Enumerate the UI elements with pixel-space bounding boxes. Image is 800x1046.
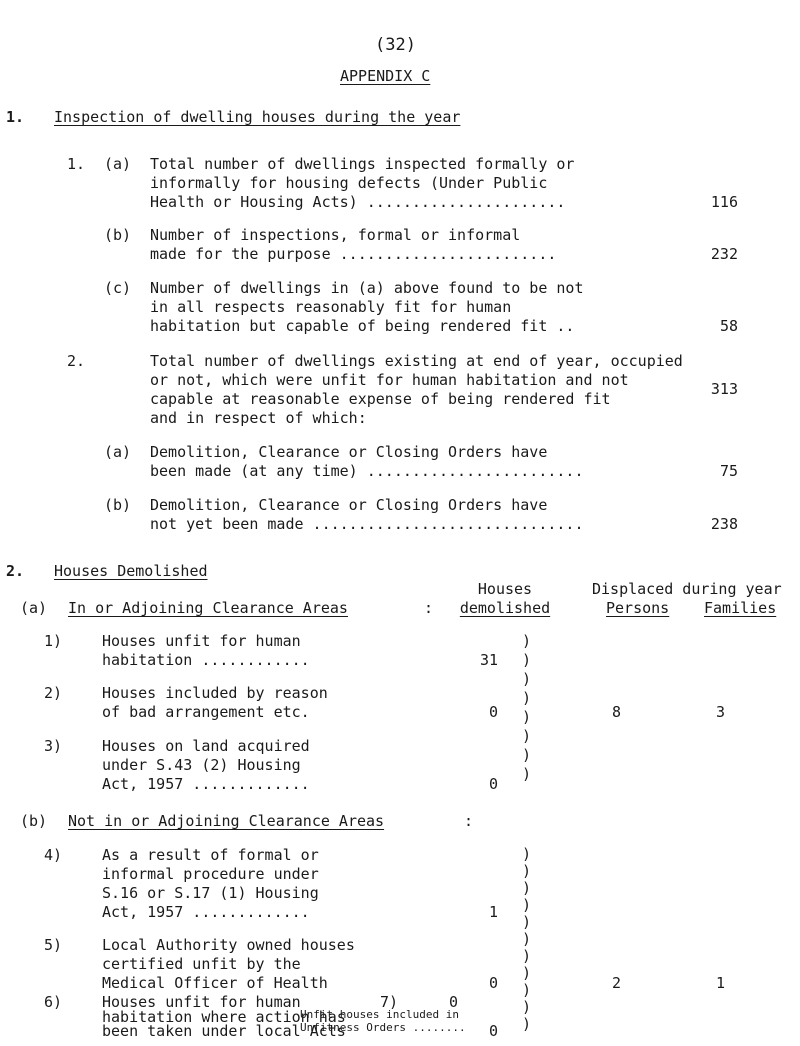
item-2a-line2: been made (at any time) ........................ [150, 462, 584, 480]
demolished-item-3-value: 0 [488, 775, 498, 793]
demolished-item-7-line2: Unfitness Orders ........ [300, 1021, 466, 1034]
demolished-item-7-value: 0 [448, 993, 458, 1011]
item-2a-value: 75 [719, 462, 738, 480]
demolished-item-7-num: 7) [380, 993, 399, 1011]
item-1-number: 1. [67, 155, 86, 173]
demolished-item-4-num: 4) [44, 846, 63, 864]
section-1-number: 1. [6, 108, 25, 126]
col-displaced: Displaced during year [592, 580, 782, 598]
item-1c-line3: habitation but capable of being rendered fit .. [150, 317, 575, 335]
section-2b-label: (b) [20, 812, 48, 830]
item-1b-line1: Number of inspections, formal or informal [150, 226, 521, 244]
item-1a-line2: informally for housing defects (Under Public [150, 174, 548, 192]
item-2b-label: (b) [104, 496, 132, 514]
demolished-item-7-line1: Unfit houses included in [300, 1008, 459, 1021]
demolished-item-2-line1: Houses included by reason [102, 684, 328, 702]
section-2-number: 2. [6, 562, 25, 580]
appendix-title: APPENDIX C [340, 67, 431, 85]
demolished-item-1-value: 31 [479, 651, 498, 669]
item-2b-line1: Demolition, Clearance or Closing Orders have [150, 496, 548, 514]
item-2a-label: (a) [104, 443, 132, 461]
item-1a-value: 116 [710, 193, 738, 211]
item-1c-value: 58 [719, 317, 738, 335]
demolished-item-6-line2: habitation where action has [102, 1008, 346, 1026]
section-2a-label: (a) [20, 599, 48, 617]
demolished-item-4-value: 1 [488, 903, 498, 921]
demolished-item-5-value: 0 [488, 974, 498, 992]
demolished-item-6-line1: Houses unfit for human [102, 993, 301, 1011]
col-houses-line1: Houses [477, 580, 533, 598]
section-2a-colon: : [424, 599, 434, 617]
demolished-item-4-line4: Act, 1957 ............. [102, 903, 310, 921]
item-1a-line3: Health or Housing Acts) ...................... [150, 193, 566, 211]
demolished-item-3-line2: under S.43 (2) Housing [102, 756, 301, 774]
demolished-item-5-line1: Local Authority owned houses [102, 936, 355, 954]
section-2b-persons: 2 [612, 974, 622, 992]
item-2-line1: Total number of dwellings existing at end of year, occupied [150, 352, 683, 370]
demolished-item-4-line1: As a result of formal or [102, 846, 319, 864]
demolished-item-3-line1: Houses on land acquired [102, 737, 310, 755]
item-2b-line2: not yet been made .............................. [150, 515, 584, 533]
item-1b-value: 232 [710, 245, 738, 263]
demolished-item-5-line2: certified unfit by the [102, 955, 301, 973]
section-2b-families: 1 [716, 974, 726, 992]
demolished-item-4-line2: informal procedure under [102, 865, 319, 883]
brace-group-a: ) ) ) ) ) ) ) ) [522, 632, 532, 783]
item-1c-label: (c) [104, 279, 132, 297]
item-2-line4: and in respect of which: [150, 409, 367, 427]
brace-group-b: ) ) ) ) ) ) ) ) ) ) ) [522, 845, 532, 1033]
demolished-item-6-value: 0 [488, 1022, 498, 1040]
item-1a-label: (a) [104, 155, 132, 173]
item-2b-value: 238 [710, 515, 738, 533]
item-2a-line1: Demolition, Clearance or Closing Orders have [150, 443, 548, 461]
demolished-item-6-num: 6) [44, 993, 63, 1011]
demolished-item-5-num: 5) [44, 936, 63, 954]
demolished-item-1-num: 1) [44, 632, 63, 650]
section-2a-heading: In or Adjoining Clearance Areas [68, 599, 348, 617]
demolished-item-3-num: 3) [44, 737, 63, 755]
section-2-heading: Houses Demolished [54, 562, 208, 580]
col-persons: Persons [606, 599, 670, 617]
section-1-heading: Inspection of dwelling houses during the year [54, 108, 461, 126]
item-2-value: 313 [710, 380, 738, 398]
demolished-item-4-line3: S.16 or S.17 (1) Housing [102, 884, 319, 902]
section-2b-heading: Not in or Adjoining Clearance Areas [68, 812, 385, 830]
item-1b-label: (b) [104, 226, 132, 244]
item-2-number: 2. [67, 352, 86, 370]
section-2a-families: 3 [716, 703, 726, 721]
item-1c-line1: Number of dwellings in (a) above found to be not [150, 279, 584, 297]
demolished-item-5-line3: Medical Officer of Health [102, 974, 328, 992]
item-1a-line1: Total number of dwellings inspected formally or [150, 155, 575, 173]
demolished-item-1-line1: Houses unfit for human [102, 632, 301, 650]
item-2-line3: capable at reasonable expense of being rendered fit [150, 390, 611, 408]
demolished-item-3-line3: Act, 1957 ............. [102, 775, 310, 793]
col-families: Families [704, 599, 777, 617]
item-1b-line2: made for the purpose ........................ [150, 245, 557, 263]
demolished-item-1-line2: habitation ............ [102, 651, 310, 669]
demolished-item-2-line2: of bad arrangement etc. [102, 703, 310, 721]
demolished-item-2-value: 0 [488, 703, 498, 721]
demolished-item-6-line3: been taken under local Acts [102, 1022, 346, 1040]
section-2a-persons: 8 [612, 703, 622, 721]
section-2b-colon: : [464, 812, 474, 830]
item-1c-line2: in all respects reasonably fit for human [150, 298, 512, 316]
col-houses-line2: demolished [459, 599, 551, 617]
item-2-line2: or not, which were unfit for human habitation and not [150, 371, 629, 389]
demolished-item-2-num: 2) [44, 684, 63, 702]
page-number: (32) [375, 35, 416, 55]
